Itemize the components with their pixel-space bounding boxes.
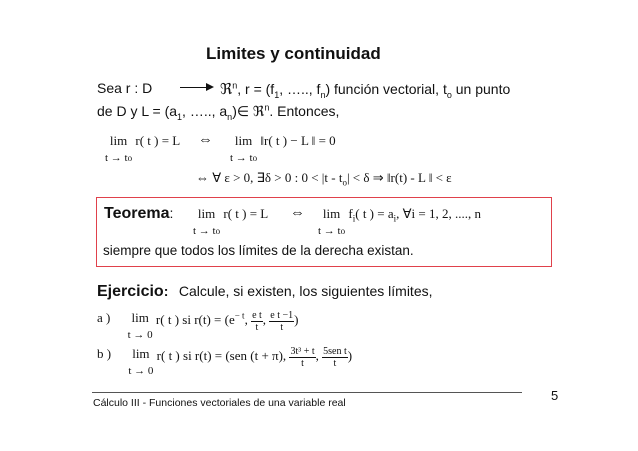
exercise-b-label: b ) — [97, 346, 112, 361]
frac-den-2: t — [280, 322, 284, 333]
definition-line-1 — [105, 133, 180, 165]
limit-operator: lim t → to — [105, 133, 133, 164]
fraction-3t3 — [289, 346, 315, 369]
frac-den-1: t — [255, 322, 259, 333]
exercise-a-label: a ) — [97, 310, 111, 325]
epsilon-delta: ⇔ ∀ ε > 0, ∃δ > 0 : 0 < |t - t — [196, 170, 343, 185]
footer-rule — [92, 392, 522, 393]
limit-operator-5 — [128, 310, 153, 342]
intro-line-1-rest: ℜ$^n$, $r = (f_1$, ….., $f_n$) función vectorial, $t_o$ un punto — [220, 80, 511, 100]
theorem-rhs-expr: $f_i$( t ) = $a_i$, ∀i = 1, 2, ...., n — [348, 206, 481, 224]
fraction-e-t-minus-1 — [269, 310, 294, 333]
lim-subscript-5: t → 0 — [127, 329, 153, 341]
lim-subscript: t → t — [105, 152, 128, 164]
intro-entonces: . Entonces, — [269, 103, 340, 119]
exercise-b-expr-text: r( t ) si r(t) = (sen (t + π), — [156, 348, 287, 364]
epsilon-delta-end: | < δ ⇒ ‖r(t) - L ‖ < ε — [346, 170, 452, 185]
theorem-iff: ⇔ — [290, 205, 305, 221]
real-set-symbol: ℜ — [220, 82, 233, 98]
exponent-n: n — [232, 80, 238, 91]
lim-word: lim — [109, 133, 128, 148]
footer-course: Cálculo III - Funciones vectoriales de una variable real — [93, 397, 346, 409]
theorem-footer: siempre que todos los límites de la derecha existan. — [103, 243, 414, 258]
limit-operator-4: lim t → to — [318, 206, 346, 237]
exercise-a — [97, 310, 298, 342]
lim-word-2: lim — [234, 133, 253, 148]
frac-num-4: 5sen t — [323, 346, 347, 357]
page-number: 5 — [551, 388, 559, 403]
lim-subscript-3: t → t — [193, 225, 216, 237]
frac-den-4: t — [333, 358, 337, 369]
theorem-rhs-rest: ( t ) = a — [355, 206, 394, 221]
intro-r-def-2: , ….., f — [279, 81, 321, 97]
theorem-line — [104, 205, 173, 223]
lim-word-5: lim — [131, 310, 149, 325]
lim-subscript-6: t → 0 — [128, 365, 154, 377]
exercise-label: Ejercicio — [97, 283, 164, 300]
lim-word-4: lim — [322, 206, 341, 221]
intro-line-2: de D y $L = (a_1$, ….., $a_n)\in$ ℜ$^n$. Entonces, — [97, 102, 340, 122]
exercise-header — [97, 283, 433, 301]
theorem-label: Teorema — [104, 205, 170, 222]
definition-line-2: ⇔ ∀ ε > 0, ∃δ > 0 : $0 < |t - t_o| < \delta$ ⇒ ‖r(t) - L ‖ < ε — [196, 170, 452, 188]
frac-num-3: 3t³ + t — [290, 346, 315, 357]
definition-rhs — [230, 133, 336, 165]
theorem-lhs — [193, 206, 268, 238]
exercise-b-expr: r( t ) si r(t) = (sen (t + π), $\frac{\text{3t³ + t}}{t}$ , $\frac{\text{5sen t}}{t}$ ) — [156, 346, 353, 369]
exercise-colon: : — [163, 283, 169, 299]
lim-word-3: lim — [197, 206, 216, 221]
exercise-text: Calcule, si existen, los siguientes límites, — [178, 283, 433, 299]
def-lhs: r( t ) = L — [135, 133, 181, 148]
frac-den-3: t — [301, 358, 304, 369]
limit-operator-6 — [128, 346, 153, 378]
exercise-a-expr: r( t ) si $r(t) = (e^{- t}$, $\frac{\text{e t}}{t}$ , $\frac{\text{e t −1}}{t}$ ) — [155, 310, 299, 333]
intro-end: un punto — [451, 81, 511, 97]
limit-operator-3: lim t → to — [193, 206, 221, 237]
frac-num-1: e t — [252, 310, 262, 321]
fraction-5sen — [322, 346, 348, 369]
theorem-colon: : — [169, 205, 174, 221]
exercise-a-exp: − t — [234, 311, 245, 322]
exercise-a-expr-text: r( t ) si r(t) = (e — [155, 312, 235, 328]
theorem-lhs-expr: r( t ) = L — [223, 206, 269, 221]
limit-operator-2: lim t → to — [230, 133, 258, 164]
lim-subscript-2: t → t — [230, 152, 253, 164]
def-iff: ⇔ — [198, 132, 213, 148]
intro-function: ) función vectorial, t — [325, 81, 447, 97]
page-title: Limites y continuidad — [206, 44, 381, 63]
fraction-e-t — [251, 310, 263, 333]
intro-L-mid: , ….., a — [182, 103, 228, 119]
intro-L-end: )∈ ℜ — [232, 103, 265, 119]
lim-word-6: lim — [132, 346, 150, 361]
def-rhs: ‖r( t ) − L ‖ = 0 — [260, 133, 336, 148]
intro-sea: Sea r : D — [97, 80, 153, 96]
lim-subscript-4: t → t — [318, 225, 341, 237]
exercise-b — [97, 346, 352, 378]
intro-domain: de D y L = (a — [97, 103, 178, 119]
theorem-rhs — [318, 206, 481, 238]
intro-line-1 — [97, 80, 152, 96]
theorem-quantifier: , ∀i = 1, 2, ...., n — [396, 206, 481, 221]
frac-num-2: e t −1 — [270, 310, 294, 321]
theorem-f: f — [348, 206, 353, 221]
intro-r-def: , r = (f — [237, 81, 275, 97]
